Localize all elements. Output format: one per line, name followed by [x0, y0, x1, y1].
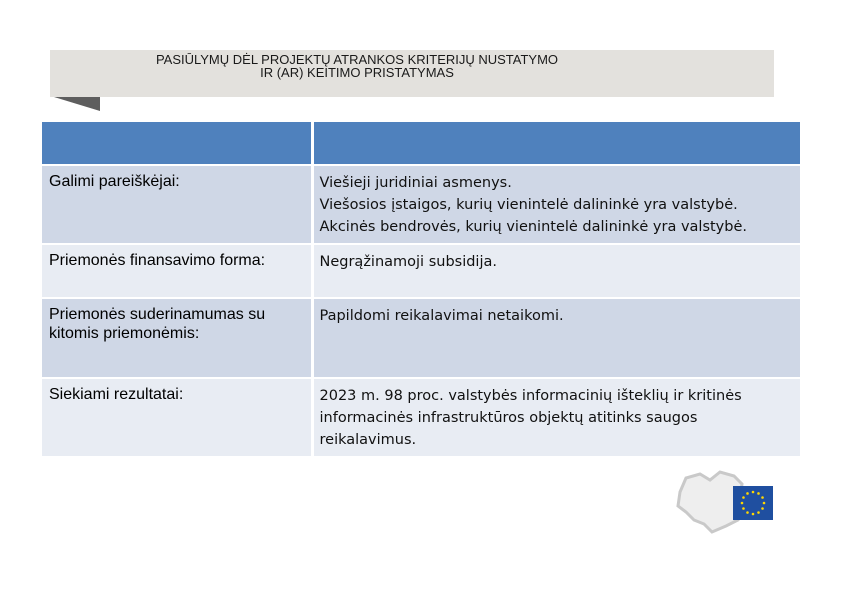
row-value-line: informacinės infrastruktūros objektų atitinks saugos: [319, 410, 698, 426]
eu-star: [761, 496, 764, 499]
row-value-line: reikalavimus.: [319, 432, 417, 448]
eu-star: [752, 491, 755, 494]
row-value-line: Papildomi reikalavimai netaikomi.: [319, 308, 564, 324]
lithuania-map-eu-flag-icon: [676, 468, 776, 534]
eu-star: [761, 507, 764, 510]
page-title: [50, 53, 774, 79]
table-row: [42, 165, 800, 244]
table-header-cell-left: [42, 122, 312, 165]
eu-star: [763, 502, 766, 505]
eu-star: [752, 513, 755, 516]
title-line-2: IR (AR) KEITIMO PRISTATYMAS: [260, 65, 454, 80]
eu-star: [757, 511, 760, 514]
row-value: [312, 378, 800, 456]
row-value: [312, 244, 800, 298]
table-row: [42, 298, 800, 378]
eu-star: [742, 496, 745, 499]
table-header-row: [42, 122, 800, 165]
criteria-table: [42, 122, 800, 456]
table-header-cell-right: [312, 122, 800, 165]
banner-fold-decoration: [54, 97, 100, 111]
table-row: [42, 244, 800, 298]
row-value-line: Viešieji juridiniai asmenys.: [319, 175, 512, 191]
eu-star: [746, 492, 749, 495]
row-value-line: 2023 m. 98 proc. valstybės informacinių išteklių ir kritinės: [319, 388, 742, 404]
eu-star: [757, 492, 760, 495]
row-value: [312, 165, 800, 244]
row-value-line: Viešosios įstaigos, kurių vienintelė dalininkė yra valstybė.: [319, 197, 738, 213]
eu-star: [742, 507, 745, 510]
row-value-line: Akcinės bendrovės, kurių vienintelė dalininkė yra valstybė.: [319, 219, 748, 235]
eu-star: [741, 502, 744, 505]
table-row: [42, 378, 800, 456]
row-value-line: Negrąžinamoji subsidija.: [319, 254, 497, 270]
title-line-1: PASIŪLYMŲ DĖL PROJEKTŲ ATRANKOS KRITERIJŲ NUSTATYMO: [155, 52, 559, 67]
row-label: Priemonės suderinamumas su kitomis priemonėmis:: [42, 298, 312, 378]
row-label: Galimi pareiškėjai:: [42, 165, 312, 244]
row-label: Priemonės finansavimo forma:: [42, 244, 312, 298]
eu-star: [746, 511, 749, 514]
row-label: Siekiami rezultatai:: [42, 378, 312, 456]
row-value: [312, 298, 800, 378]
